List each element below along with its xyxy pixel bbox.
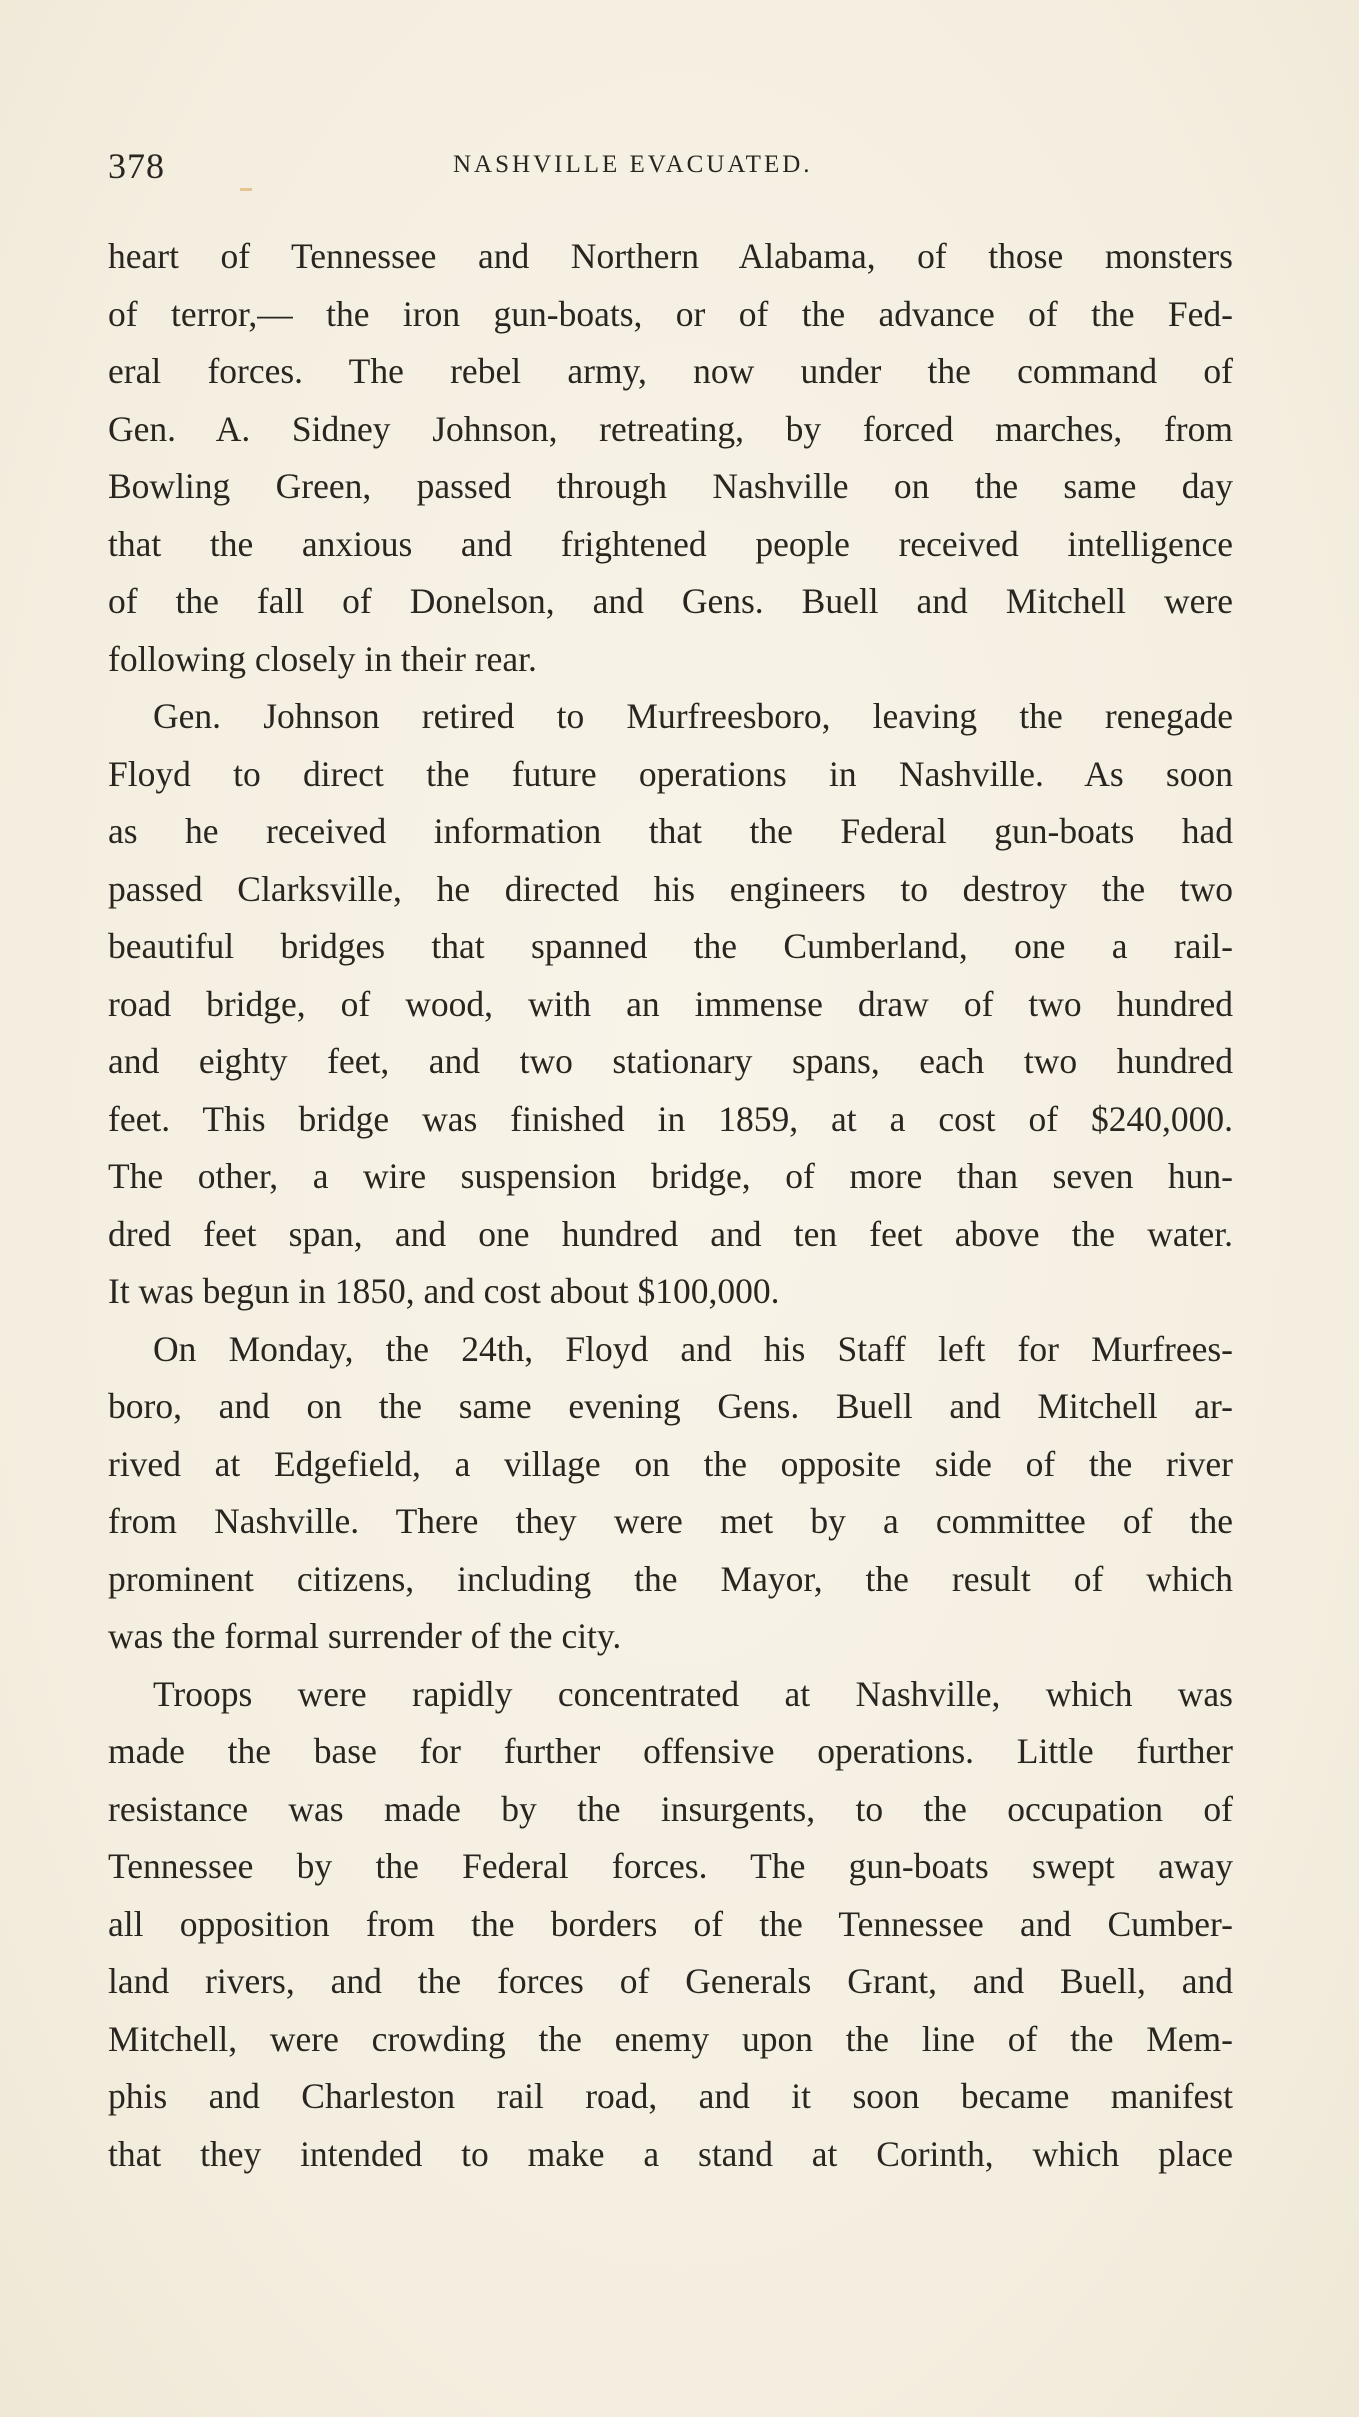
text-line: that the anxious and frightened people received intelligence: [108, 523, 1233, 564]
text-line: and eighty feet, and two stationary spans, each two hundred: [108, 1041, 1233, 1081]
text-line: Floyd to direct the future operations in Nashville. As soon: [108, 753, 1233, 794]
text-line: road bridge, of wood, with an immense draw of two hundred: [108, 983, 1233, 1024]
body-text: [108, 228, 1233, 2183]
page-header: [108, 145, 1248, 195]
text-line: passed Clarksville, he directed his engineers to destroy the two: [108, 868, 1233, 909]
text-line: from Nashville. There they were met by a committee of the: [108, 1501, 1233, 1541]
text-line: was the formal surrender of the city.: [108, 1616, 622, 1656]
text-line: rived at Edgefield, a village on the opposite side of the river: [108, 1443, 1233, 1484]
page-number: 378: [108, 146, 165, 186]
text-line: It was begun in 1850, and cost about $100,000.: [108, 1271, 780, 1311]
text-line: land rivers, and the forces of Generals Grant, and Buell, and: [108, 1961, 1233, 2001]
text-line: beautiful bridges that spanned the Cumberland, one a rail-: [108, 926, 1233, 966]
paragraph-start-line: Gen. Johnson retired to Murfreesboro, leaving the renegade: [153, 696, 1233, 736]
paragraph-start-line: On Monday, the 24th, Floyd and his Staff left for Murfrees-: [153, 1328, 1233, 1369]
text-line: prominent citizens, including the Mayor, the result of which: [108, 1558, 1233, 1599]
text-line: as he received information that the Federal gun-boats had: [108, 811, 1233, 851]
text-line: made the base for further offensive operations. Little further: [108, 1731, 1233, 1771]
text-line: phis and Charleston rail road, and it soon became manifest: [108, 2076, 1233, 2116]
text-line: all opposition from the borders of the Tennessee and Cumber-: [108, 1903, 1233, 1944]
text-line: of the fall of Donelson, and Gens. Buell and Mitchell were: [108, 581, 1233, 621]
text-line: Gen. A. Sidney Johnson, retreating, by forced marches, from: [108, 408, 1233, 449]
running-head: NASHVILLE EVACUATED.: [453, 151, 813, 178]
text-line: heart of Tennessee and Northern Alabama, of those monsters: [108, 236, 1233, 276]
text-line: Mitchell, were crowding the enemy upon the line of the Mem-: [108, 2018, 1233, 2059]
text-line: that they intended to make a stand at Corinth, which place: [108, 2133, 1233, 2174]
text-line: boro, and on the same evening Gens. Buell and Mitchell ar-: [108, 1386, 1233, 1426]
text-line: Bowling Green, passed through Nashville on the same day: [108, 466, 1233, 506]
text-line: eral forces. The rebel army, now under the command of: [108, 351, 1233, 391]
paragraph-start-line: Troops were rapidly concentrated at Nashville, which was: [153, 1673, 1233, 1714]
text-line: Tennessee by the Federal forces. The gun-boats swept away: [108, 1846, 1233, 1886]
text-line: feet. This bridge was finished in 1859, at a cost of $240,000.: [108, 1098, 1233, 1139]
text-line: following closely in their rear.: [108, 638, 537, 679]
text-line: The other, a wire suspension bridge, of more than seven hun-: [108, 1156, 1233, 1196]
text-line: of terror,— the iron gun-boats, or of the advance of the Fed-: [108, 293, 1233, 334]
text-line: resistance was made by the insurgents, to the occupation of: [108, 1788, 1233, 1829]
text-line: dred feet span, and one hundred and ten feet above the water.: [108, 1213, 1233, 1254]
